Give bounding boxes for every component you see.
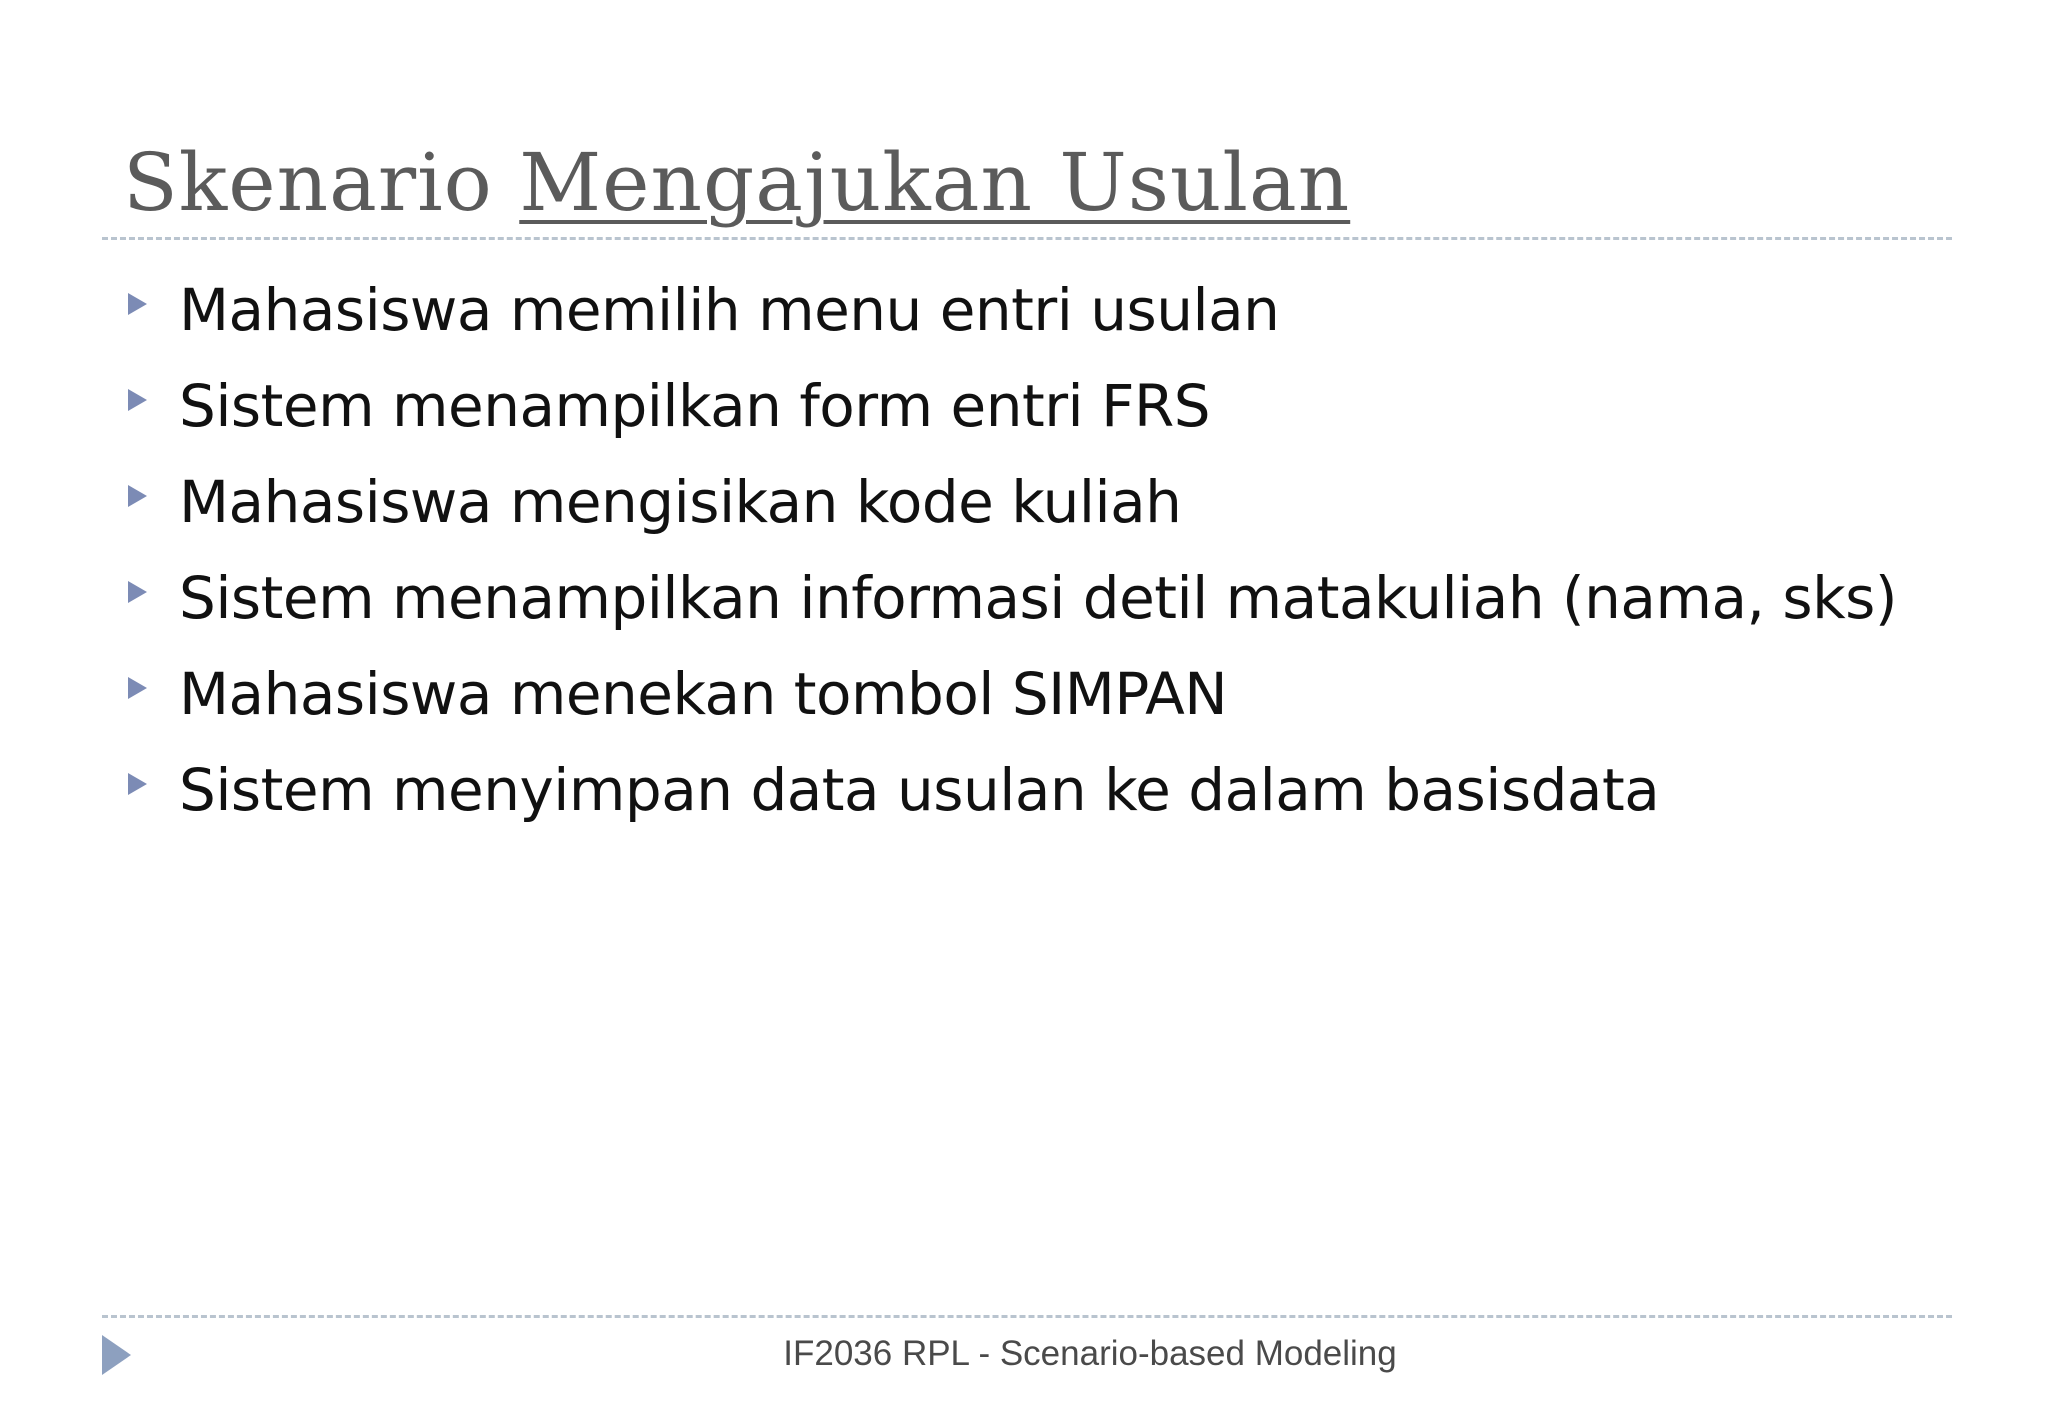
bullet-text: Mahasiswa menekan tombol SIMPAN <box>179 660 1228 728</box>
bullet-list <box>120 262 1897 838</box>
bullet-item <box>120 742 1897 838</box>
bullet-item <box>120 646 1897 742</box>
bullet-text: Sistem menampilkan informasi detil matakuliah (nama, sks) <box>179 564 1898 632</box>
bullet-text: Sistem menyimpan data usulan ke dalam basisdata <box>179 756 1660 824</box>
bullet-item <box>120 262 1897 358</box>
triangle-bullet-icon <box>128 389 147 411</box>
slide-footer: IF2036 RPL - Scenario-based Modeling <box>783 1334 1397 1373</box>
triangle-bullet-icon <box>128 773 147 795</box>
bullet-item <box>120 454 1897 550</box>
triangle-bullet-icon <box>128 677 147 699</box>
slide-title <box>123 128 1350 238</box>
bullet-item <box>120 550 1897 646</box>
bullet-text: Mahasiswa mengisikan kode kuliah <box>179 468 1182 536</box>
triangle-bullet-icon <box>128 485 147 507</box>
bullet-text: Mahasiswa memilih menu entri usulan <box>179 276 1280 344</box>
slide-title-plain: Skenario <box>123 136 520 229</box>
slide-title-underlined: Mengajukan Usulan <box>519 136 1351 229</box>
footer-divider <box>102 1315 1952 1318</box>
triangle-bullet-icon <box>128 581 147 603</box>
triangle-bullet-icon <box>128 293 147 315</box>
bullet-text: Sistem menampilkan form entri FRS <box>179 372 1211 440</box>
title-divider <box>102 237 1952 240</box>
bullet-item <box>120 358 1897 454</box>
